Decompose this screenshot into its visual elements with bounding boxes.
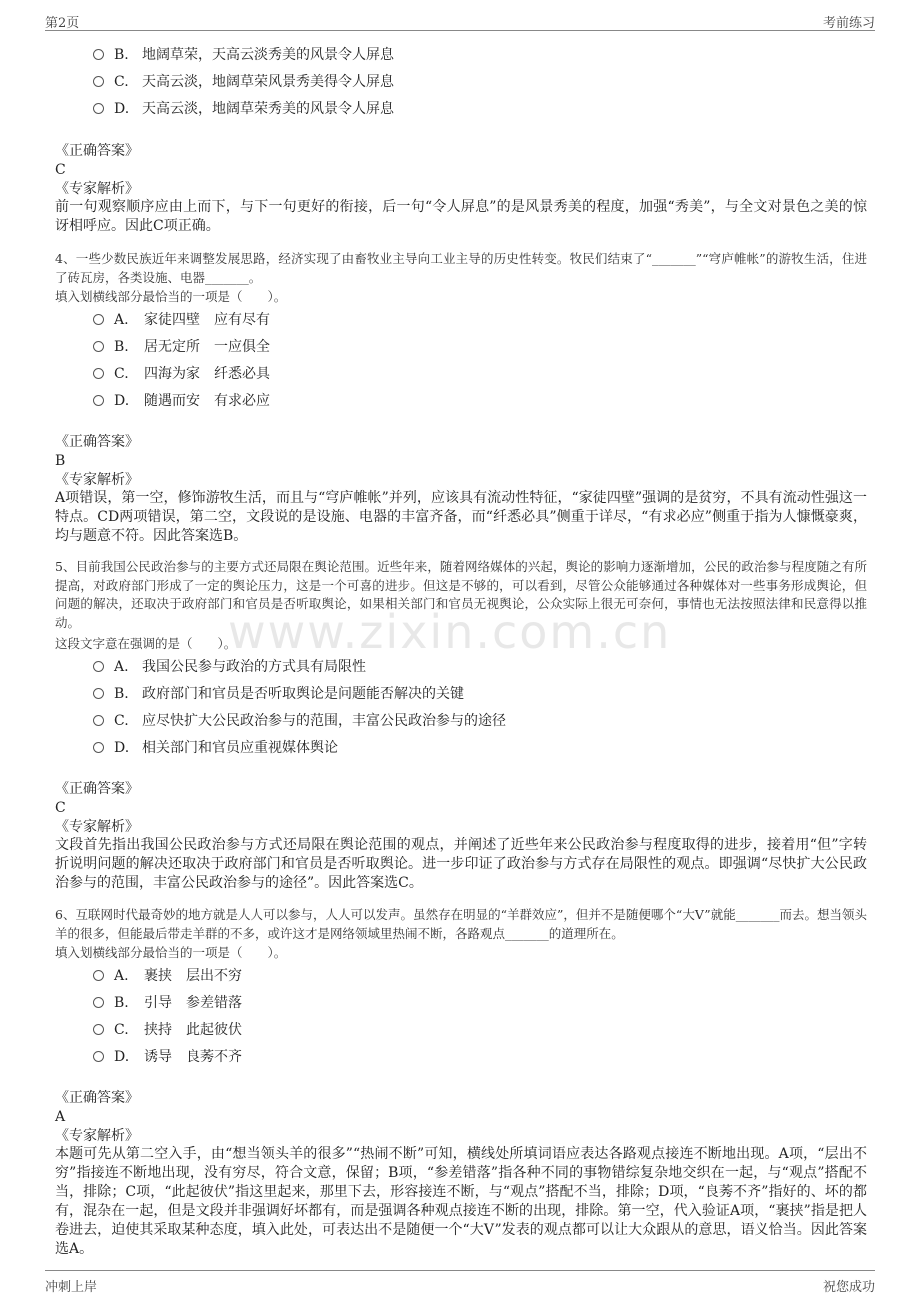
option-key: C. [114, 713, 129, 729]
analysis-label: 《专家解析》 [55, 1128, 139, 1144]
q6-option-a[interactable] [93, 966, 242, 986]
answer-label: 《正确答案》 [55, 1090, 139, 1106]
option-key: B. [114, 995, 129, 1011]
radio-icon[interactable] [93, 395, 104, 406]
option-text: 应尽快扩大公民政治参与的范围，丰富公民政治参与的途径 [142, 713, 506, 729]
q3-option-d[interactable] [93, 99, 394, 119]
q6-stem: 6、互联网时代最奇妙的地方就是人人可以参与，人人可以发声。虽然存在明显的“羊群效应”，但并不是随便哪个“大V”就能_______而去。想当领头羊的很多，但能最后带走羊群的不多，或许这才是网络领域里热闹不断，各路观点_______的道理所在。 [55, 907, 867, 941]
option-text-b: 参差错落 [186, 995, 242, 1011]
q5-option-d[interactable] [93, 738, 338, 758]
radio-icon[interactable] [93, 103, 104, 114]
option-text-a: 居无定所 [144, 339, 200, 355]
q5-stem: 5、目前我国公民政治参与的主要方式还局限在舆论范围。近些年来，随着网络媒体的兴起，舆论的影响力逐渐增加，公民的政治参与程度随之有所提高，对政府部门形成了一定的舆论压力，这是一个可喜的进步。但这是不够的，可以看到，尽管公众能够通过各种媒体对一些事务形成舆论，但问题的解决，还取决于政府部门和官员是否听取舆论，如果相关部门和官员无视舆论，公众实际上很无可奈何，事情也无法按照法律和民意得以推动。 [55, 559, 867, 630]
q4-option-d[interactable] [93, 391, 270, 411]
answer-label: 《正确答案》 [55, 781, 139, 797]
option-key: C. [114, 74, 129, 90]
q5-answer: C [55, 800, 66, 816]
watermark: www.zixin.com.cn [228, 605, 672, 659]
option-text-a: 引导 [144, 995, 172, 1011]
option-key: B. [114, 686, 129, 702]
q3-option-c[interactable] [93, 72, 394, 92]
q3-analysis: 前一句观察顺序应由上而下，与下一句更好的衔接，后一句“令人屏息”的是风景秀美的程度，加强“秀美”，与全文对景色之美的惊讶相呼应。因此C项正确。 [55, 199, 867, 234]
q4-prompt: 填入划横线部分最恰当的一项是（ ）。 [55, 289, 287, 304]
radio-icon[interactable] [93, 341, 104, 352]
option-key: D. [114, 393, 130, 409]
q4-analysis: A项错误，第一空，修饰游牧生活，而且与“穹庐帷帐”并列，应该具有流动性特征，“家徒四壁”强调的是贫穷，不具有流动性强这一特点。CD两项错误，第二空，文段说的是设施、电器的丰富齐备，而“纤悉必具”侧重于详尽，“有求必应”侧重于指为人慷慨豪爽，均与题意不符。因此答案选B。 [55, 490, 867, 544]
option-key: A. [114, 659, 129, 675]
option-text-b: 良莠不齐 [186, 1049, 242, 1065]
option-key: A. [114, 968, 129, 984]
option-key: B. [114, 47, 129, 63]
q4-answer: B [55, 453, 66, 469]
q5-option-c[interactable] [93, 711, 506, 731]
option-text-a: 家徒四壁 [144, 312, 200, 328]
q5-prompt: 这段文字意在强调的是（ ）。 [55, 636, 237, 651]
q6-prompt: 填入划横线部分最恰当的一项是（ ）。 [55, 945, 287, 960]
radio-icon[interactable] [93, 368, 104, 379]
page-header [45, 8, 875, 31]
q3-answer: C [55, 162, 66, 178]
option-text: 我国公民参与政治的方式具有局限性 [142, 659, 366, 675]
q6-option-c[interactable] [93, 1020, 242, 1040]
option-text-b: 此起彼伏 [186, 1022, 242, 1038]
option-text: 地阔草荣，天高云淡秀美的风景令人屏息 [142, 47, 394, 63]
q3-option-b[interactable] [93, 45, 394, 65]
option-text-b: 应有尽有 [214, 312, 270, 328]
q6-option-b[interactable] [93, 993, 242, 1013]
analysis-label: 《专家解析》 [55, 819, 139, 835]
q6-analysis: 本题可先从第二空入手，由“想当领头羊的很多”“热闹不断”可知，横线处所填词语应表达各路观点接连不断地出现。A项，“层出不穷”指接连不断地出现，没有穷尽，符合文意，保留；B项，“参差错落”指各种不同的事物错综复杂地交织在一起，与“观点”搭配不当，排除；C项，“此起彼伏”指这里起来，那里下去，形容接连不断，与“观点”搭配不当，排除；D项，“良莠不齐”指好的、坏的都有，混杂在一起，但是文段并非强调好坏都有，而是强调各种观点接连不断的出现，排除。第一空，代入验证A项，“裹挟”指是把人卷进去，迫使其采取某种态度，填入此处，可表达出不是随便一个“大V”发表的观点都可以让大众跟从的意思，语义恰当。因此答案选A。 [55, 1146, 867, 1257]
page-footer [45, 1270, 875, 1295]
option-key: C. [114, 1022, 129, 1038]
q4-option-a[interactable] [93, 310, 270, 330]
answer-label: 《正确答案》 [55, 143, 139, 159]
radio-icon[interactable] [93, 314, 104, 325]
option-key: D. [114, 101, 130, 117]
option-text-b: 纤悉必具 [214, 366, 270, 382]
radio-icon[interactable] [93, 1024, 104, 1035]
q6-option-d[interactable] [93, 1047, 242, 1067]
radio-icon[interactable] [93, 688, 104, 699]
header-title: 考前练习 [822, 16, 875, 31]
option-key: D. [114, 1049, 130, 1065]
option-text-b: 一应俱全 [214, 339, 270, 355]
option-key: A. [114, 312, 129, 328]
radio-icon[interactable] [93, 661, 104, 672]
option-text-b: 有求必应 [214, 393, 270, 409]
radio-icon[interactable] [93, 49, 104, 60]
radio-icon[interactable] [93, 997, 104, 1008]
q4-stem: 4、一些少数民族近年来调整发展思路，经济实现了由畜牧业主导向工业主导的历史性转变。牧民们结束了“_______”“穹庐帷帐”的游牧生活，住进了砖瓦房，各类设施、电器_______。 [55, 251, 867, 285]
page-number: 第2页 [45, 16, 80, 31]
radio-icon[interactable] [93, 76, 104, 87]
option-key: D. [114, 740, 130, 756]
radio-icon[interactable] [93, 742, 104, 753]
q6-answer: A [55, 1109, 66, 1125]
option-key: B. [114, 339, 129, 355]
q5-option-b[interactable] [93, 684, 464, 704]
option-text: 天高云淡，地阔草荣风景秀美得令人屏息 [142, 74, 394, 90]
radio-icon[interactable] [93, 1051, 104, 1062]
option-text-b: 层出不穷 [186, 968, 242, 984]
option-text-a: 随遇而安 [144, 393, 200, 409]
radio-icon[interactable] [93, 715, 104, 726]
option-text-a: 诱导 [144, 1049, 172, 1065]
option-key: C. [114, 366, 129, 382]
option-text: 天高云淡，地阔草荣秀美的风景令人屏息 [142, 101, 394, 117]
q4-option-b[interactable] [93, 337, 270, 357]
footer-left-text: 冲刺上岸 [45, 1280, 98, 1295]
footer-right-text: 祝您成功 [822, 1280, 875, 1295]
option-text-a: 挟持 [144, 1022, 172, 1038]
analysis-label: 《专家解析》 [55, 472, 139, 488]
answer-label: 《正确答案》 [55, 434, 139, 450]
q5-option-a[interactable] [93, 657, 366, 677]
option-text: 相关部门和官员应重视媒体舆论 [142, 740, 338, 756]
analysis-label: 《专家解析》 [55, 181, 139, 197]
q4-option-c[interactable] [93, 364, 270, 384]
option-text: 政府部门和官员是否听取舆论是问题能否解决的关键 [142, 686, 464, 702]
q5-analysis: 文段首先指出我国公民政治参与方式还局限在舆论范围的观点，并阐述了近些年来公民政治参与程度取得的进步，接着用“但”字转折说明问题的解决还取决于政府部门和官员是否听取舆论。进一步印证了政治参与方式存在局限性的观点。即强调“尽快扩大公民政治参与的范围，丰富公民政治参与的途径”。因此答案选C。 [55, 837, 867, 891]
radio-icon[interactable] [93, 970, 104, 981]
option-text-a: 四海为家 [144, 366, 200, 382]
option-text-a: 裹挟 [144, 968, 172, 984]
